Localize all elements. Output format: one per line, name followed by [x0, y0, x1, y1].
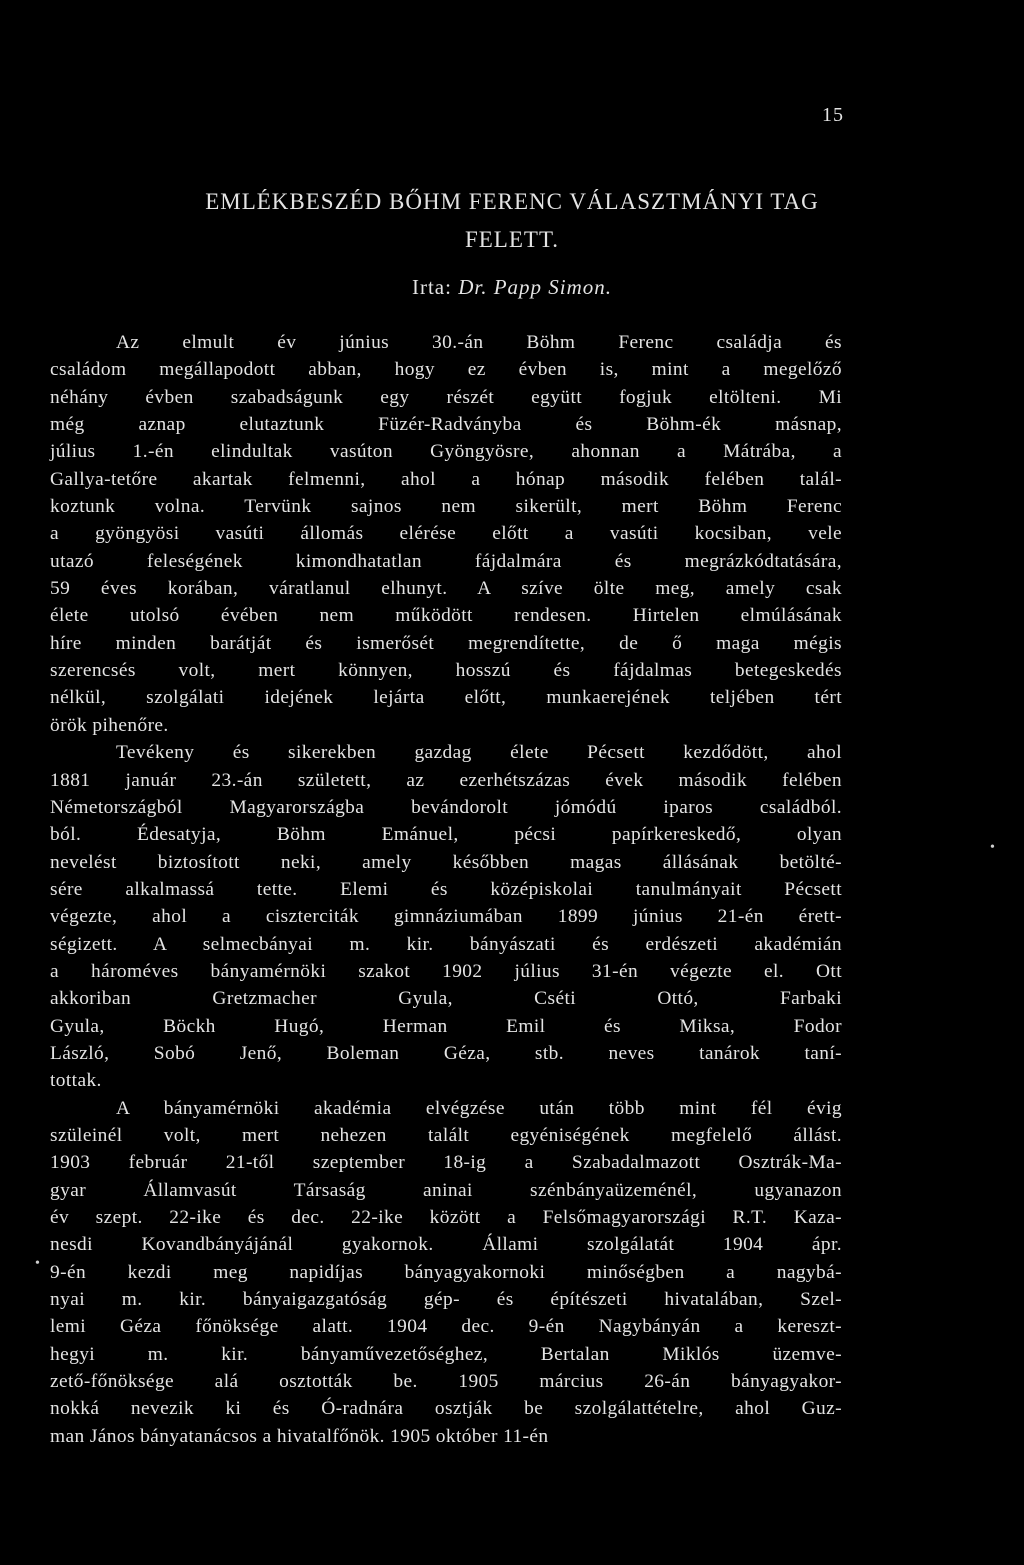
text-line: szerencsés volt, mert könnyen, hosszú és fájdalmas betegeskedés — [50, 660, 842, 682]
text-line: zető-főnöksége alá osztották be. 1905 március 26-án bányagyakor- — [50, 1371, 842, 1393]
text-line: sére alkalmassá tette. Elemi és középiskolai tanulmányait Pécsett — [50, 878, 842, 900]
scan-speck-dot: • — [990, 840, 995, 855]
text-line: koztunk volna. Tervünk sajnos nem sikerült, mert Böhm Ferenc — [50, 496, 842, 518]
text-line: Az elmult év június 30.-án Böhm Ferenc családja és — [116, 332, 842, 353]
text-line: ségizett. A selmecbányai m. kir. bányászati és erdészeti akadémián — [50, 933, 842, 955]
page-number: 15 — [822, 104, 844, 126]
paragraph — [50, 329, 842, 739]
article-body — [50, 329, 842, 1450]
text-line: néhány évben szabadságunk egy részét együtt fogjuk eltölteni. Mi — [50, 386, 842, 408]
text-line: 1903 február 21-től szeptember 18-ig a Szabadalmazott Osztrák-Ma- — [50, 1152, 842, 1174]
text-line: 1881 január 23.-án született, az ezerhétszázas évek második felében — [50, 769, 842, 791]
text-line: nokká nevezik ki és Ó-radnára osztják be szolgálattételre, ahol Guz- — [50, 1398, 842, 1420]
text-line: év szept. 22-ike és dec. 22-ike között a Felsőmagyarországi R.T. Kaza- — [50, 1207, 842, 1228]
paragraph — [50, 1095, 842, 1450]
text-line: híre minden barátját és ismerősét megrendítette, de ő maga mégis — [50, 632, 842, 654]
text-line: A bányamérnöki akadémia elvégzése után több mint fél évig — [116, 1097, 842, 1119]
text-line: örök pihenőre. — [50, 714, 169, 736]
text-line: családom megállapodott abban, hogy ez évben is, mint a megelőző — [50, 359, 842, 381]
author-byline — [0, 275, 1024, 300]
text-line: nyai m. kir. bányaigazgatóság gép- és építészeti hivatalában, Szel- — [50, 1289, 842, 1311]
author-name: Dr. Papp Simon. — [458, 275, 613, 299]
text-line: szüleinél volt, mert nehezen talált egyéniségének megfelelő állást. — [50, 1124, 842, 1146]
text-line: még aznap elutaztunk Füzér-Radványba és Böhm-ék másnap, — [50, 414, 842, 436]
text-line: 59 éves korában, váratlanul elhunyt. A szíve ölte meg, amely csak — [50, 578, 842, 600]
text-line: lemi Géza főnöksége alatt. 1904 dec. 9-én Nagybányán a kereszt- — [50, 1316, 842, 1338]
text-line: a hároméves bányamérnöki szakot 1902 július 31-én végezte el. Ott — [50, 960, 842, 982]
article-title — [0, 183, 1024, 259]
text-line: László, Sobó Jenő, Boleman Géza, stb. neves tanárok taní- — [50, 1042, 842, 1064]
text-line: gyar Államvasút Társaság aninai szénbányaüzeménél, ugyanazon — [50, 1179, 842, 1201]
text-line: nevelést biztosított neki, amely későbben magas állásának betölté- — [50, 851, 842, 873]
text-line: Németországból Magyarországba bevándorolt jómódú iparos családból. — [50, 796, 842, 818]
text-line: ból. Édesatyja, Böhm Emánuel, pécsi papírkereskedő, olyan — [50, 824, 842, 846]
text-line: nesdi Kovandbányájánál gyakornok. Állami szolgálatát 1904 ápr. — [50, 1234, 842, 1256]
text-line: élete utolsó évében nem működött rendesen. Hirtelen elmúlásának — [50, 605, 842, 627]
text-line: a gyöngyösi vasúti állomás elérése előtt a vasúti kocsiban, vele — [50, 523, 842, 545]
text-line: Tevékeny és sikerekben gazdag élete Pécsett kezdődött, ahol — [116, 742, 842, 764]
text-line: 9-én kezdi meg napidíjas bányagyakornoki minőségben a nagybá- — [50, 1261, 842, 1283]
article-title-line-2: FELETT. — [464, 227, 560, 252]
text-line: nélkül, szolgálati idejének lejárta előtt, munkaerejének teljében tért — [50, 687, 842, 709]
paragraph — [50, 739, 842, 1094]
text-line: végezte, ahol a ciszterciták gimnáziumában 1899 június 21-én érett- — [50, 906, 842, 928]
article-title-line-1: EMLÉKBESZÉD BŐHM FERENC VÁLASZTMÁNYI TAG — [205, 189, 819, 214]
author-prefix: Irta: — [411, 275, 459, 299]
scan-speck-dot: • — [35, 1256, 40, 1271]
text-line: Gyula, Böckh Hugó, Herman Emil és Miksa, Fodor — [50, 1015, 842, 1037]
text-line: július 1.-én elindultak vasúton Gyöngyösre, ahonnan a Mátrába, a — [50, 441, 842, 463]
text-line: akkoriban Gretzmacher Gyula, Cséti Ottó, Farbaki — [50, 988, 842, 1010]
text-line: tottak. — [50, 1070, 102, 1092]
text-line: utazó feleségének kimondhatatlan fájdalmára és megrázkódtatására, — [50, 550, 842, 572]
text-line: hegyi m. kir. bányaművezetőséghez, Bertalan Miklós üzemve- — [50, 1343, 842, 1365]
text-line: man János bányatanácsos a hivatalfőnök. 1905 október 11-én — [50, 1425, 549, 1447]
text-line: Gallya-tetőre akartak felmenni, ahol a hónap második felében talál- — [50, 468, 842, 490]
